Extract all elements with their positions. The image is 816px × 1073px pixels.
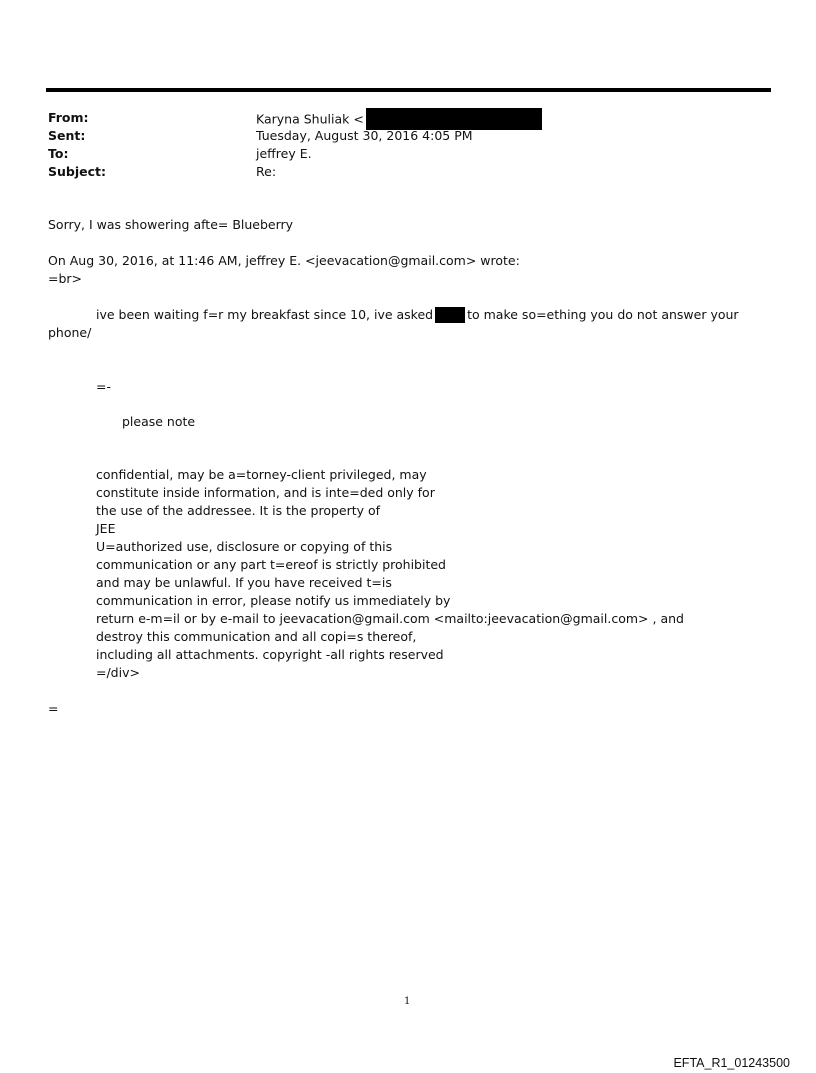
disclaimer-line: =/div> — [96, 665, 140, 680]
disclaimer-block — [96, 466, 684, 682]
disclaimer-line: communication or any part t=ereof is strictly prohibited — [96, 557, 446, 572]
page-number: 1 — [404, 996, 411, 1007]
disclaimer-line: and may be unlawful. If you have received t=is — [96, 575, 392, 590]
subject-label: Subject: — [48, 164, 106, 179]
sender-address-open: < — [353, 111, 364, 127]
from-label: From: — [48, 110, 89, 125]
end-marker: = — [48, 701, 59, 716]
disclaimer-line: the use of the addressee. It is the property of — [96, 503, 381, 518]
to-value: jeffrey E. — [256, 146, 312, 161]
quoted-line — [96, 306, 739, 324]
quoted-text-end: to make so=ething you do not answer your — [467, 307, 739, 322]
disclaimer-line: communication in error, please notify us immediately by — [96, 593, 451, 608]
header-rule — [46, 88, 771, 92]
disclaimer-line: confidential, may be a=torney-client privileged, may — [96, 467, 427, 482]
quoted-text-start: ive been waiting f=r my breakfast since 10, ive asked — [96, 307, 434, 322]
disclaimer-line: including all attachments. copyright -all rights reserved — [96, 647, 444, 662]
quote-header: On Aug 30, 2016, at 11:46 AM, jeffrey E. <jeevacation@gmail.com> wrote: — [48, 253, 520, 268]
disclaimer-line: destroy this communication and all copi=s thereof, — [96, 629, 417, 644]
subject-value: Re: — [256, 164, 277, 179]
document-id: EFTA_R1_01243500 — [673, 1056, 790, 1070]
disclaimer-line: JEE — [96, 521, 116, 536]
quoted-line-wrap: phone/ — [48, 325, 92, 340]
disclaimer-line: constitute inside information, and is inte=ded only for — [96, 485, 435, 500]
please-note: please note — [122, 414, 196, 429]
disclaimer-line: return e-m=il or by e-mail to jeevacation@gmail.com <mailto:jeevacation@gmail.com> , and — [96, 611, 684, 626]
reply-text: Sorry, I was showering afte= Blueberry — [48, 217, 294, 232]
disclaimer-line: U=authorized use, disclosure or copying of this — [96, 539, 393, 554]
sent-value: Tuesday, August 30, 2016 4:05 PM — [256, 128, 473, 143]
sent-label: Sent: — [48, 128, 86, 143]
br-marker: =br> — [48, 271, 83, 286]
sender-name: Karyna Shuliak — [256, 111, 350, 127]
marker-dash: =- — [96, 379, 111, 394]
to-label: To: — [48, 146, 69, 161]
redaction-box — [435, 307, 465, 323]
